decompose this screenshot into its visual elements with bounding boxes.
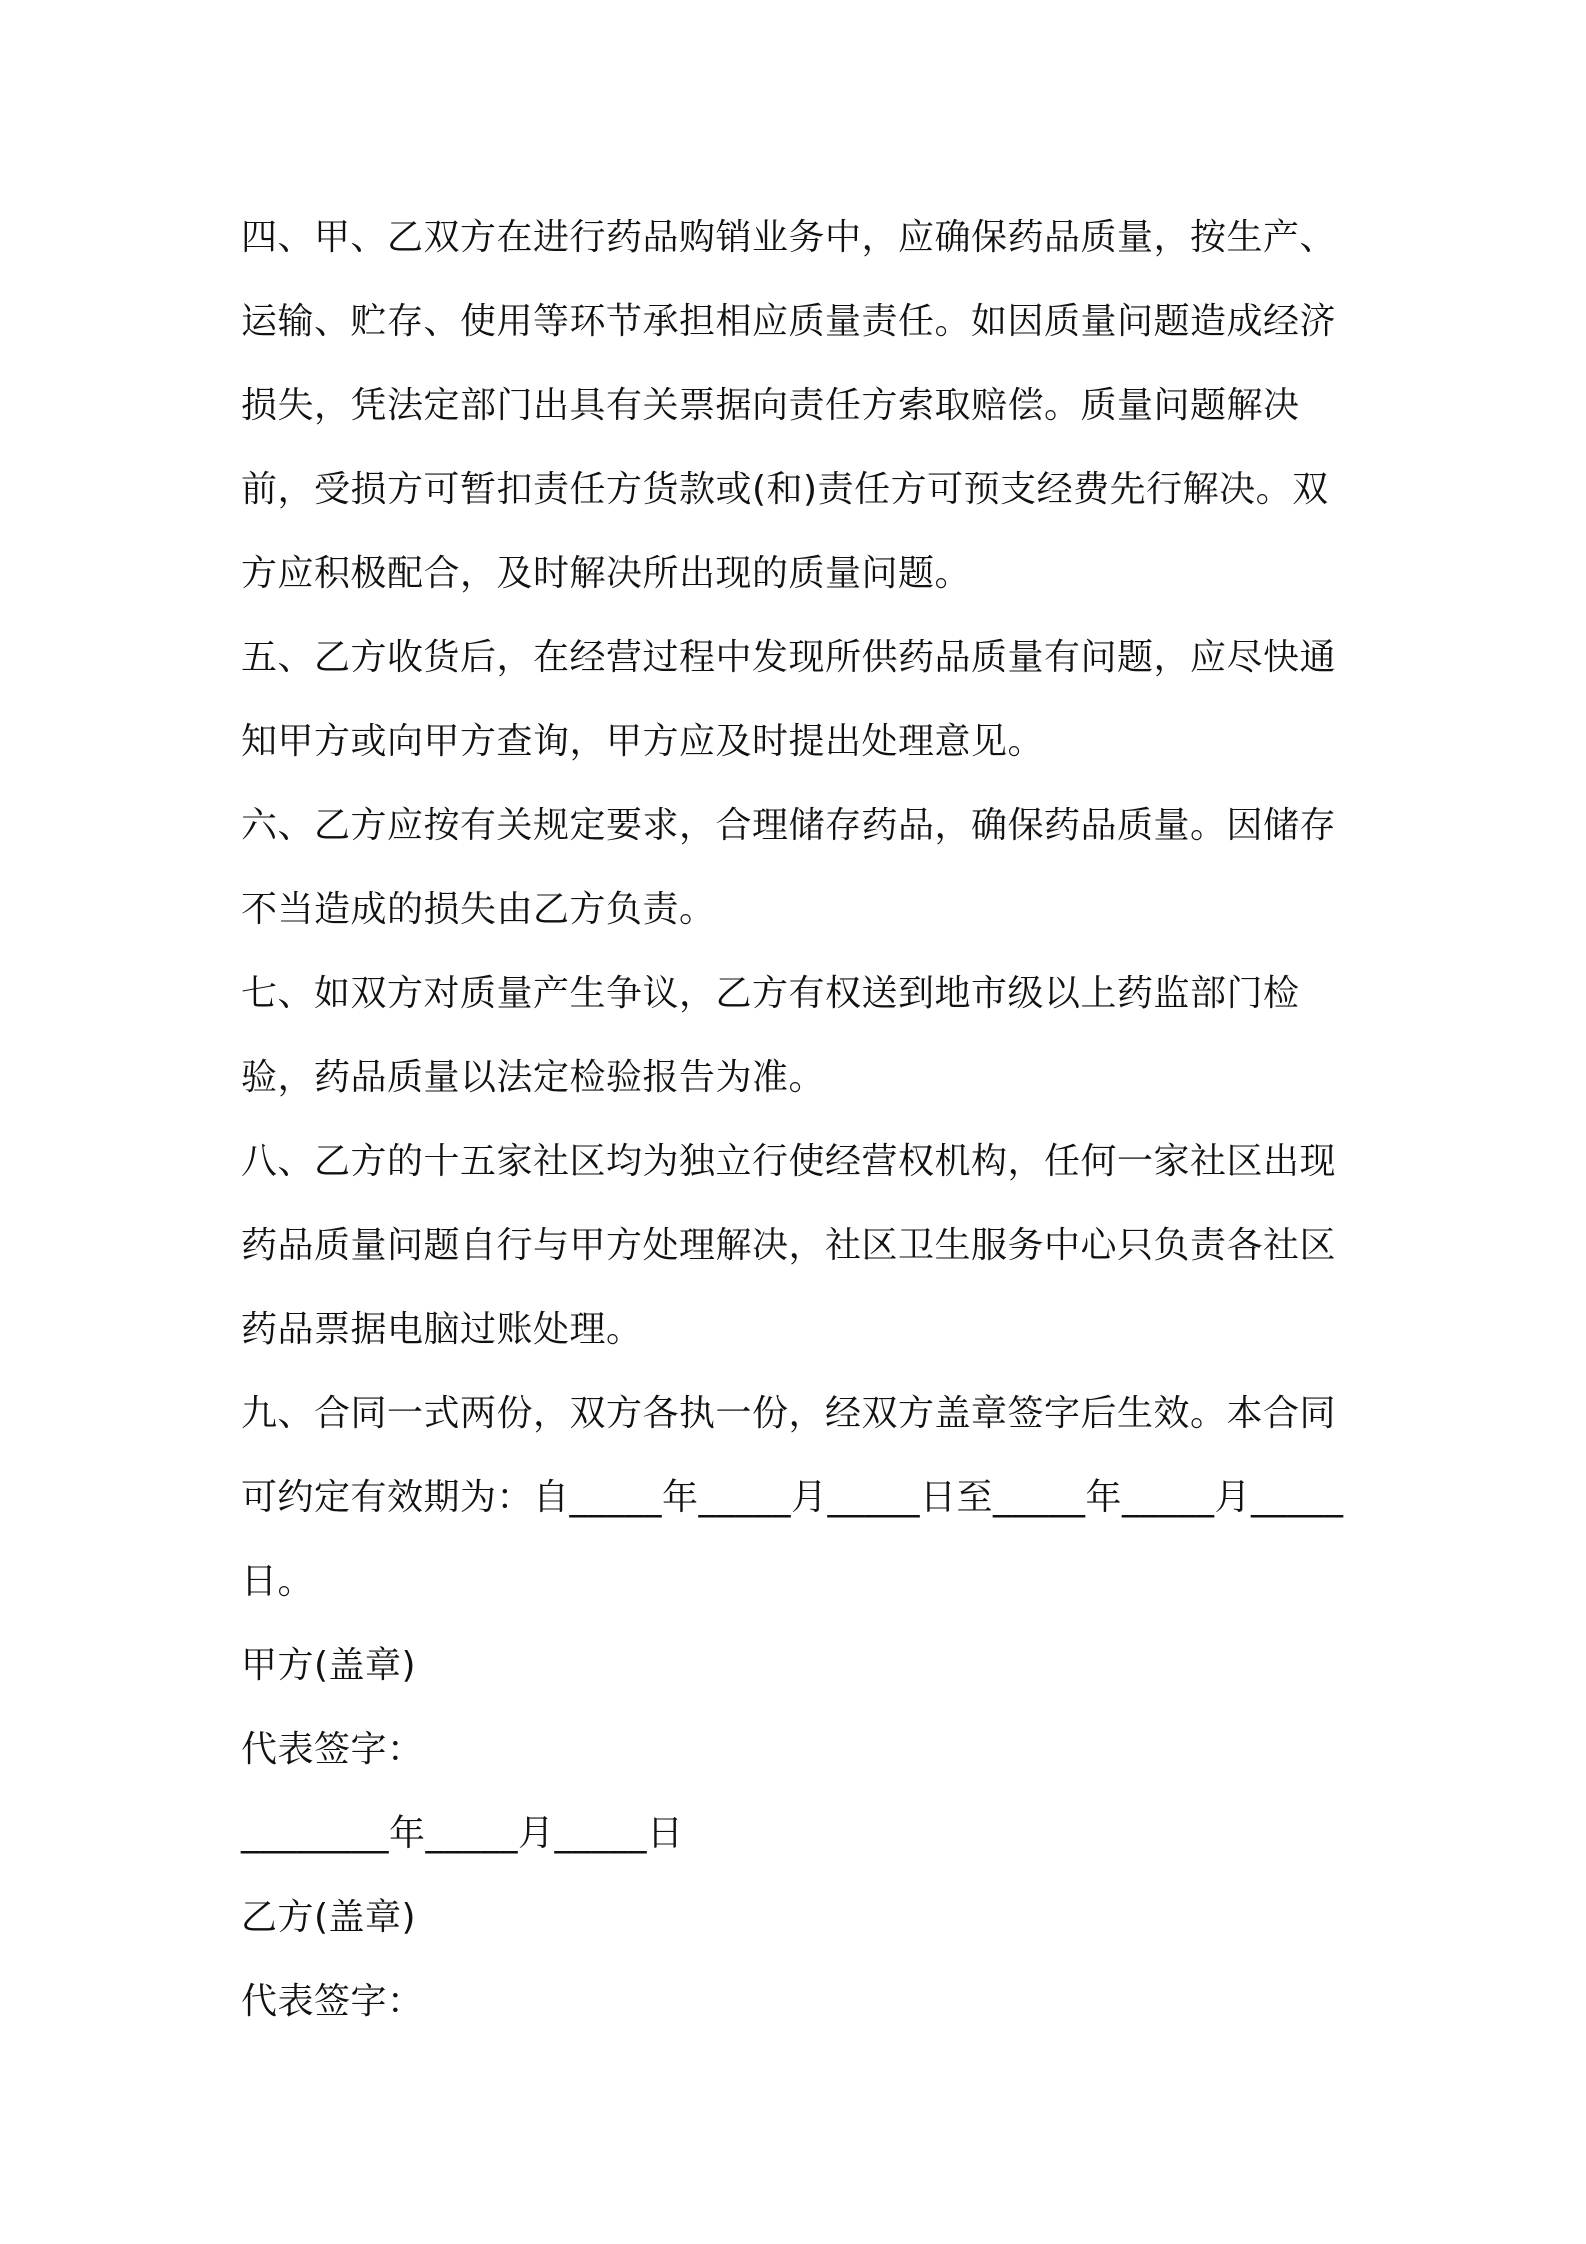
clause-six: 六、乙方应按有关规定要求，合理储存药品，确保药品质量。因储存不当造成的损失由乙方负责。: [241, 805, 1337, 930]
party-b-seal: 乙方(盖章): [241, 1897, 417, 1938]
contract-body: [241, 196, 1361, 2044]
clause-four: 四、甲、乙双方在进行药品购销业务中，应确保药品质量，按生产、运输、贮存、使用等环节承担相应质量责任。如因质量问题造成经济损失，凭法定部门出具有关票据向责任方索取赔偿。质量问题解决前，受损方可暂扣责任方货款或(和)责任方可预支经费先行解决。双方应积极配合，及时解决所出现的质量问题。: [241, 217, 1337, 594]
clause-nine: 九、合同一式两份，双方各执一份，经双方盖章签字后生效。本合同可约定有效期为：自_____年_____月_____日至_____年_____月_____日。: [241, 1393, 1344, 1602]
clause-eight: 八、乙方的十五家社区均为独立行使经营权机构，任何一家社区出现药品质量问题自行与甲方处理解决，社区卫生服务中心只负责各社区药品票据电脑过账处理。: [241, 1141, 1337, 1350]
clause-seven: 七、如双方对质量产生争议，乙方有权送到地市级以上药监部门检验，药品质量以法定检验报告为准。: [241, 973, 1300, 1098]
party-a-signature: 代表签字：: [241, 1729, 424, 1770]
party-a-date: ________年_____月_____日: [241, 1813, 684, 1854]
party-b-signature: 代表签字：: [241, 1981, 424, 2022]
clause-five: 五、乙方收货后，在经营过程中发现所供药品质量有问题，应尽快通知甲方或向甲方查询，甲方应及时提出处理意见。: [241, 637, 1337, 762]
party-a-seal: 甲方(盖章): [241, 1645, 417, 1686]
